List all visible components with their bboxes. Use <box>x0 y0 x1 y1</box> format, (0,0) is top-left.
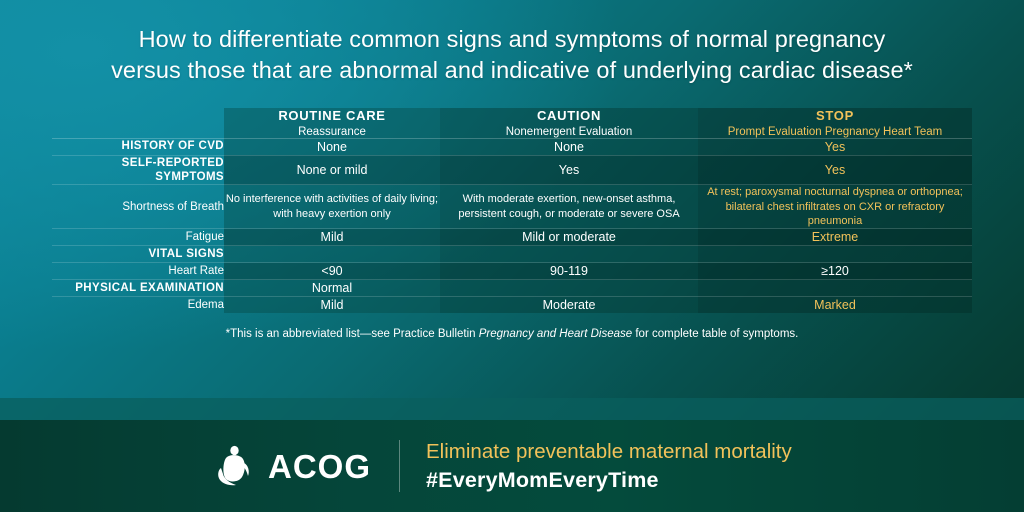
table-row <box>52 138 972 155</box>
table-row <box>52 185 972 229</box>
cell-sob-caution: With moderate exertion, new-onset asthma, persistent cough, or moderate or severe OSA <box>440 185 698 229</box>
footer-bar <box>0 420 1024 512</box>
table-header-row <box>52 108 972 139</box>
acog-wordmark: ACOG <box>268 447 371 485</box>
header-title-routine: ROUTINE CARE <box>278 107 386 123</box>
table-row <box>52 155 972 185</box>
cell-history-routine: None <box>224 138 440 155</box>
cell-vitals-caution <box>440 246 698 263</box>
cell-fatigue-routine: Mild <box>224 229 440 246</box>
header-title-stop: STOP <box>816 107 854 123</box>
header-sub-routine: Reassurance <box>298 125 366 138</box>
footer-divider <box>399 440 400 492</box>
header-title-caution: CAUTION <box>536 107 602 123</box>
header-sub-stop: Prompt Evaluation Pregnancy Heart Team <box>727 125 943 138</box>
row-label-history-of-cvd: HISTORY OF CVD <box>52 138 224 155</box>
cell-sob-stop: At rest; paroxysmal nocturnal dyspnea or orthopnea; bilateral chest infiltrates on CXR or refractory pneumonia <box>698 185 972 229</box>
cell-physical-stop <box>698 280 972 297</box>
page-title-line-2: versus those that are abnormal and indicative of underlying cardiac disease* <box>111 57 913 84</box>
cell-vitals-routine <box>224 246 440 263</box>
cell-vitals-stop <box>698 246 972 263</box>
acog-emblem-icon <box>214 443 254 489</box>
table-row <box>52 246 972 263</box>
row-label-vital-signs: VITAL SIGNS <box>52 246 224 263</box>
header-cell-stop <box>698 108 972 139</box>
cell-fatigue-stop: Extreme <box>698 229 972 246</box>
footnote-after: for complete table of symptoms. <box>632 328 799 341</box>
cell-symptoms-stop: Yes <box>698 155 972 185</box>
cell-physical-caution <box>440 280 698 297</box>
cell-hr-stop: ≥120 <box>698 263 972 280</box>
cell-edema-routine: Mild <box>224 297 440 314</box>
table-row <box>52 297 972 314</box>
row-label-physical-examination: PHYSICAL EXAMINATION <box>52 280 224 297</box>
cell-history-caution: None <box>440 138 698 155</box>
cell-symptoms-routine: None or mild <box>224 155 440 185</box>
symptoms-table <box>52 108 972 314</box>
cell-sob-routine: No interference with activities of daily living; with heavy exertion only <box>224 185 440 229</box>
header-cell-blank <box>52 108 224 139</box>
acog-logo <box>214 443 371 489</box>
cell-physical-routine: Normal <box>224 280 440 297</box>
cell-symptoms-caution: Yes <box>440 155 698 185</box>
cell-fatigue-caution: Mild or moderate <box>440 229 698 246</box>
page-title-line-1: How to differentiate common signs and symptoms of normal pregnancy <box>138 26 886 52</box>
table-row <box>52 280 972 297</box>
row-label-heart-rate: Heart Rate <box>52 263 224 280</box>
tagline-primary: Eliminate preventable maternal mortality <box>426 439 792 463</box>
header-cell-caution <box>440 108 698 139</box>
table-row <box>52 263 972 280</box>
cell-hr-routine: <90 <box>224 263 440 280</box>
footnote-before: *This is an abbreviated list—see Practice Bulletin <box>225 328 479 341</box>
row-label-shortness-of-breath: Shortness of Breath <box>52 185 224 229</box>
cell-history-stop: Yes <box>698 138 972 155</box>
tagline-hashtag: #EveryMomEveryTime <box>426 467 659 492</box>
divider-band <box>0 398 1024 420</box>
footnote <box>52 328 972 340</box>
cell-hr-caution: 90-119 <box>440 263 698 280</box>
cell-edema-caution: Moderate <box>440 297 698 314</box>
header-sub-caution: Nonemergent Evaluation <box>505 125 633 138</box>
footer-tagline <box>426 440 792 493</box>
row-label-self-reported-symptoms: SELF-REPORTED SYMPTOMS <box>52 155 224 185</box>
page-title <box>52 0 972 87</box>
footnote-italic: Pregnancy and Heart Disease <box>478 328 633 341</box>
table-row <box>52 229 972 246</box>
cell-edema-stop: Marked <box>698 297 972 314</box>
row-label-edema: Edema <box>187 298 224 311</box>
header-cell-routine-care <box>224 108 440 139</box>
row-label-fatigue: Fatigue <box>52 229 224 246</box>
